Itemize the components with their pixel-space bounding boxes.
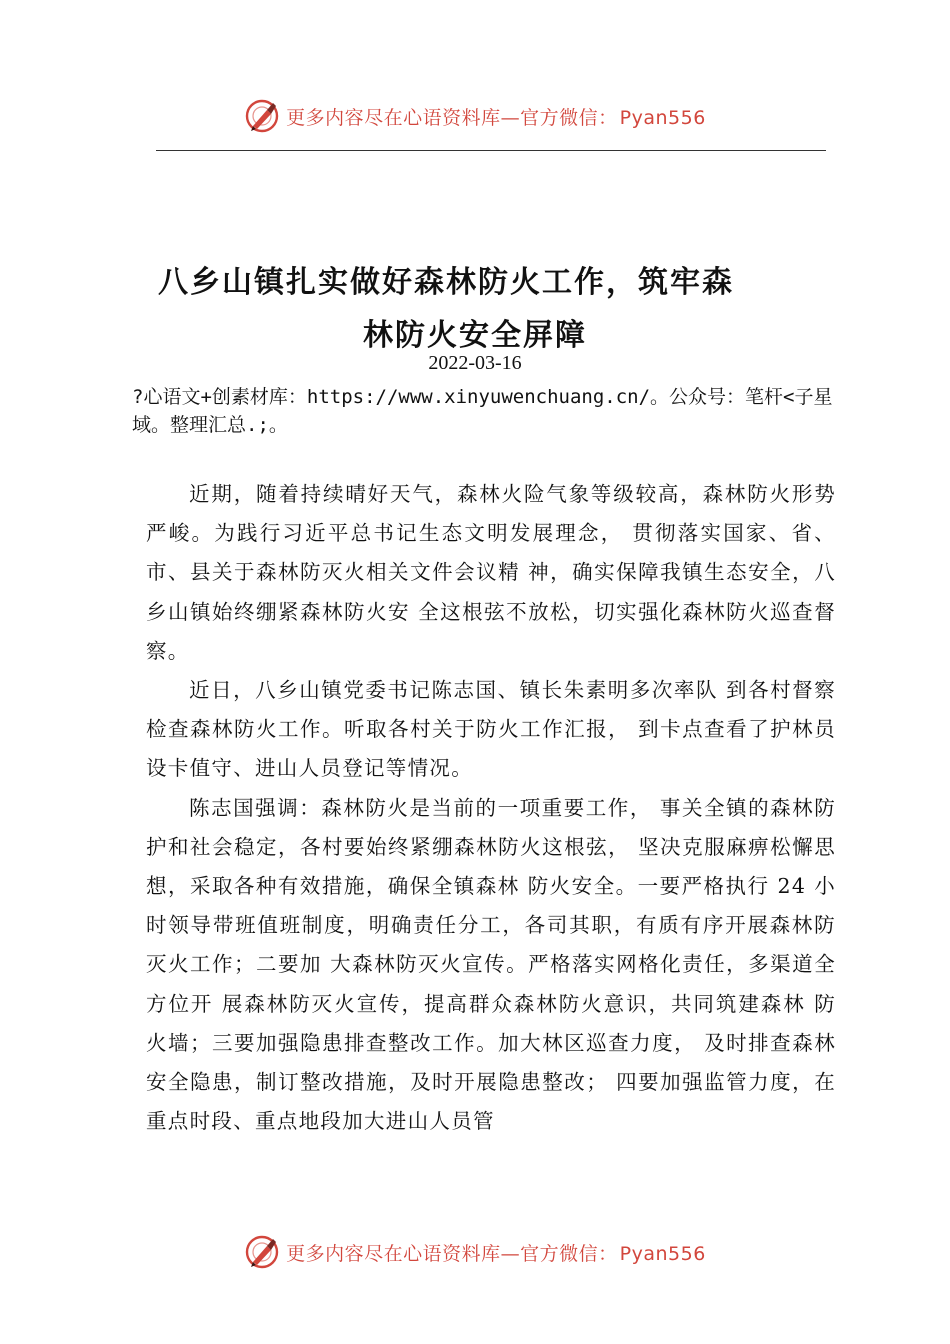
article-date: 2022-03-16 — [428, 352, 522, 374]
header-banner-handle: Pyan556 — [619, 106, 706, 129]
header-rule-left — [156, 150, 224, 151]
article-title-line-2: 林防火安全屏障 — [363, 318, 587, 353]
header-watermark-banner — [0, 94, 950, 138]
header-banner-label — [286, 103, 706, 130]
body-paragraph-2: 近日，八乡山镇党委书记陈志国、镇长朱素明多次率队 到各村督察检查森林防火工作。听取各村关于防火工作汇报， 到卡点查看了护林员设卡值守、进山人员登记等情况。 — [146, 678, 836, 781]
source-note: ?心语文+创素材库：https://www.xinyuwenchuang.cn/。公众号：笔杆<子星域。整理汇总.;。 — [132, 386, 833, 436]
body-paragraph-1: 近期，随着持续晴好天气，森林火险气象等级较高，森林防火形势严峻。为践行习近平总书记生态文明发展理念， 贯彻落实国家、省、市、县关于森林防灭火相关文件会议精 神，确实保障我镇生态安全，八乡山镇始终绷紧森林防火安 全这根弦不放松，切实强化森林防火巡查督察。 — [146, 482, 836, 663]
footer-banner-handle: Pyan556 — [619, 1242, 706, 1265]
article-body — [146, 475, 836, 1141]
pen-logo-icon — [244, 1234, 280, 1270]
pen-logo-icon — [244, 98, 280, 134]
article-title-line-1: 八乡山镇扎实做好森林防火工作，筑牢森 — [158, 265, 734, 300]
footer-banner-label — [286, 1239, 706, 1266]
footer-watermark-banner — [0, 1230, 950, 1274]
article-title — [140, 256, 810, 362]
footer-banner-text: 更多内容尽在心语资料库—官方微信： — [286, 1242, 618, 1265]
body-paragraph-3: 陈志国强调：森林防火是当前的一项重要工作， 事关全镇的森林防护和社会稳定，各村要始终紧绷森林防火这根弦， 坚决克服麻痹松懈思想，采取各种有效措施，确保全镇森林 防火安全。一要严格执行 24 小时领导带班值班制度，明确责任分工，各司其职，有质有序开展森林防灭火工作；二要加 大森林防灭火宣传。严格落实网格化责任，多渠道全方位开 展森林防灭火宣传，提高群众森林防火意识，共同筑建森林 防火墙；三要加强隐患排查整改工作。加大林区巡查力度， 及时排查森林安全隐患，制订整改措施，及时开展隐患整改； 四要加强监管力度，在重点时段、重点地段加大进山人员管 — [146, 795, 836, 1134]
header-banner-text: 更多内容尽在心语资料库—官方微信： — [286, 106, 618, 129]
header-rule-right — [750, 150, 826, 151]
header-rule-middle — [224, 150, 750, 151]
